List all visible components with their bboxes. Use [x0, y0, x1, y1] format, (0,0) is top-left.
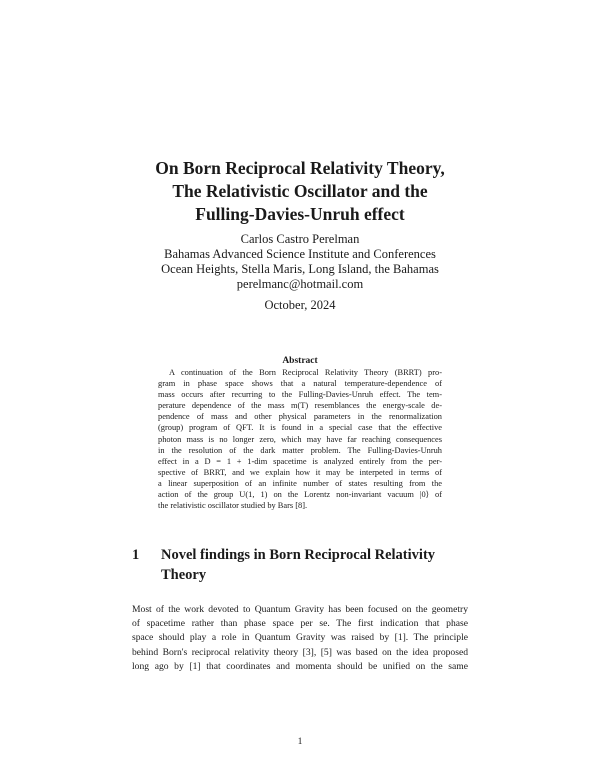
title-line: The Relativistic Oscillator and the — [172, 181, 428, 201]
paper-title — [60, 157, 540, 226]
abstract-line: perature dependence of the mass m(T) resemblances the energy-scale de- — [158, 401, 442, 411]
abstract-line: pendence of mass and other physical parameters in the renormalization — [158, 412, 442, 422]
abstract-line: a linear superposition of an infinite number of states resulting from the — [158, 478, 442, 488]
body-line: long ago by [1] that coordinates and momenta should be unified on the same — [132, 660, 468, 672]
abstract-line: photon mass is no longer zero, which may have far reaching consequences — [158, 434, 442, 444]
abstract-line: the relativistic oscillator studied by Bars [8]. — [158, 501, 308, 511]
author-address: Ocean Heights, Stella Maris, Long Island, the Bahamas — [161, 262, 439, 276]
author-email: perelmanc@hotmail.com — [236, 277, 364, 291]
author-name: Carlos Castro Perelman — [240, 232, 360, 246]
body-line: of spacetime rather than phase space per se. The first indication that phase — [132, 618, 468, 630]
body-line: behind Born's reciprocal relativity theory [3], [5] was based on the idea proposed — [132, 646, 468, 658]
body-paragraph — [132, 603, 468, 674]
abstract-line: gram in phase space shows that a natural temperature-dependence of — [158, 379, 442, 389]
abstract-line: spective of BRRT, and we explain how it may be interpeted in terms of — [158, 467, 442, 477]
section-number: 1 — [132, 547, 140, 563]
abstract-line: (group) program of QFT. It is found in a special case that the effective — [158, 423, 442, 433]
section-title-line: Novel findings in Born Reciprocal Relativity — [161, 547, 436, 563]
abstract-line: action of the group U(1, 1) on the Lorentz non-invariant vacuum |0⟩ of — [158, 490, 442, 500]
abstract-line: A continuation of the Born Reciprocal Relativity Theory (BRRT) pro- — [169, 368, 442, 377]
author-affiliation: Bahamas Advanced Science Institute and Conferences — [164, 247, 436, 261]
abstract-line: mass occurs after recurring to the Fulling-Davies-Unruh effect. The tem- — [158, 390, 442, 400]
author-block — [60, 232, 540, 292]
abstract-line: in the resolution of the dark matter problem. The Fulling-Davies-Unruh — [158, 445, 442, 455]
title-line: Fulling-Davies-Unruh effect — [195, 204, 405, 224]
title-line: On Born Reciprocal Relativity Theory, — [155, 158, 445, 178]
page-number: 1 — [297, 736, 303, 747]
body-line: space should play a role in Quantum Gravity was raised by [1]. The principle — [132, 632, 468, 644]
abstract-heading: Abstract — [282, 356, 318, 366]
section-title-line: Theory — [161, 567, 207, 583]
abstract-text — [158, 367, 442, 511]
body-line: Most of the work devoted to Quantum Gravity has been focused on the geometry — [132, 604, 468, 615]
abstract-line: effect in a D = 1 + 1-dim spacetime is analyzed entirely from the per- — [158, 456, 442, 466]
section-title — [161, 545, 501, 585]
publication-date: October, 2024 — [264, 298, 336, 312]
